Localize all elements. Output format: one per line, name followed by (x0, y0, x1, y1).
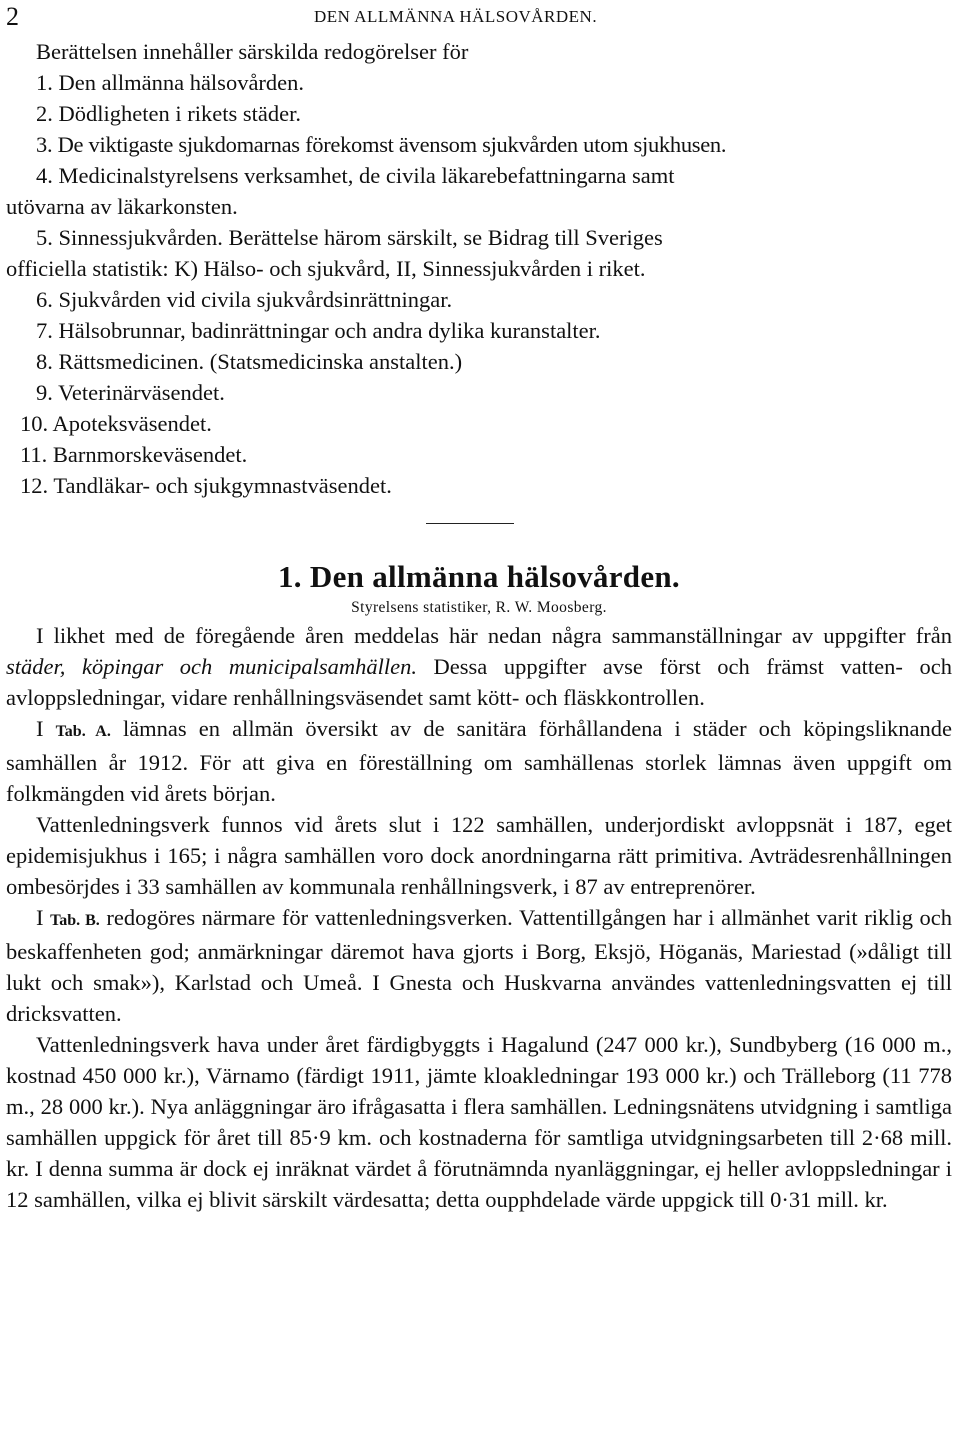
contents-item-3: 3. De viktigaste sjukdomarnas förekomst ävensom sjukvården utom sjukhusen. (36, 132, 727, 157)
body-paragraph-5: Vattenledningsverk hava under året färdigbyggts i Hagalund (247 000 kr.), Sundbyberg (16 000 m., kostnad 450 000 kr.), Värnamo (färdigt 1911, jämte kloakledningar 193 000 kr.) och Trälleborg (11 778 m., 28 000 kr.). Nya anläggningar äro ifrågasatta i flera samhällen. Ledningsnätens utvidgning i samtliga samhällen uppgick för året till 85·9 km. och kostnaderna för samtliga utvidgningsarbeten till 2·68 mill. kr. I denna summa är dock ej inräknat värdet å förutnämnda nyanläggningar, ej heller avloppsledningar i 12 samhällen, vilka ej blivit särskilt värdesatta; detta oupphdelade värde uppgick till 0·31 mill. kr. (6, 1032, 952, 1212)
paragraph-text: I (36, 716, 56, 741)
contents-item-5-continued: officiella statistik: K) Hälso- och sjukvård, II, Sinnessjukvården i riket. (6, 256, 646, 281)
paragraph-text: redogöres närmare för vattenledningsverken. Vattentillgången har i allmänhet varit riklig och beskaffenheten god; anmärkningar däremot hava gjorts i Borg, Eksjö, Höganäs, Mariestad (»dåligt till lukt och smak»), Karlstad och Umeå. I Gnesta och Huskvarna användes vattenledningsvatten ej till dricksvatten. (6, 905, 953, 1026)
section-byline: Styrelsens statistiker, R. W. Moosberg. (351, 599, 607, 616)
body-paragraph-1 (6, 620, 952, 713)
paragraph-text: I (36, 905, 51, 930)
table-reference: Tab. A. (55, 723, 111, 740)
body-paragraph-2 (6, 713, 952, 809)
body-paragraph-3: Vattenledningsverk funnos vid årets slut i 122 samhällen, underjordiskt avloppsnät i 187, eget epidemisjukhus i 165; i några samhällen voro dock anordningarna rätt primitiva. Avträdesrenhållningen ombesörjdes i 33 samhällen av kommunala renhållningsverk, i 87 av entreprenörer. (6, 812, 952, 899)
page-number: 2 (6, 2, 19, 31)
contents-item-8: 8. Rättsmedicinen. (Statsmedicinska anstalten.) (36, 349, 463, 374)
paragraph-text: Dessa uppgifter avse först och främst vatten- och avloppsledningar, vidare renhållningsväsendet samt kött- och fläskkontrollen. (6, 654, 952, 710)
contents-item-7: 7. Hälsobrunnar, badinrättningar och andra dylika kuranstalter. (36, 318, 601, 343)
contents-item-6: 6. Sjukvården vid civila sjukvårdsinrättningar. (36, 287, 453, 312)
contents-item-11: 11. Barnmorskeväsendet. (20, 442, 248, 467)
body-paragraph-4 (6, 902, 952, 1029)
contents-item-4: 4. Medicinalstyrelsens verksamhet, de civila läkarebefattningarna samt (36, 163, 675, 188)
contents-item-4-continued: utövarna av läkarkonsten. (6, 194, 238, 219)
paragraph-text: I likhet med de föregående åren meddelas här nedan några sammanställningar av uppgifter från (36, 623, 952, 648)
contents-item-9: 9. Veterinärväsendet. (36, 380, 225, 405)
contents-item-1: 1. Den allmänna hälsovården. (36, 70, 305, 95)
contents-item-10: 10. Apoteksväsendet. (20, 411, 212, 436)
document-page (6, 0, 952, 1215)
contents-item-2: 2. Dödligheten i rikets städer. (36, 101, 301, 126)
paragraph-text: lämnas en allmän översikt av de sanitära förhållandena i städer och köpingsliknande samhällen år 1912. För att giva en föreställning om samhällenas storlek lämnas även uppgift om folkmängden vid årets början. (6, 716, 952, 806)
contents-item-12: 12. Tandläkar- och sjukgymnastväsendet. (20, 473, 392, 498)
contents-item-5: 5. Sinnessjukvården. Berättelse härom särskilt, se Bidrag till Sveriges (36, 225, 663, 250)
section-separator (426, 523, 514, 524)
emphasis-text: städer, köpingar och municipalsamhällen. (6, 654, 417, 679)
running-head: DEN ALLMÄNNA HÄLSOVÅRDEN. (314, 7, 598, 26)
section-title: 1. Den allmänna hälsovården. (278, 559, 680, 594)
contents-intro: Berättelsen innehåller särskilda redogörelser för (36, 39, 469, 64)
contents-list (6, 67, 952, 501)
table-reference: Tab. B. (50, 912, 100, 929)
page-header (6, 0, 952, 36)
